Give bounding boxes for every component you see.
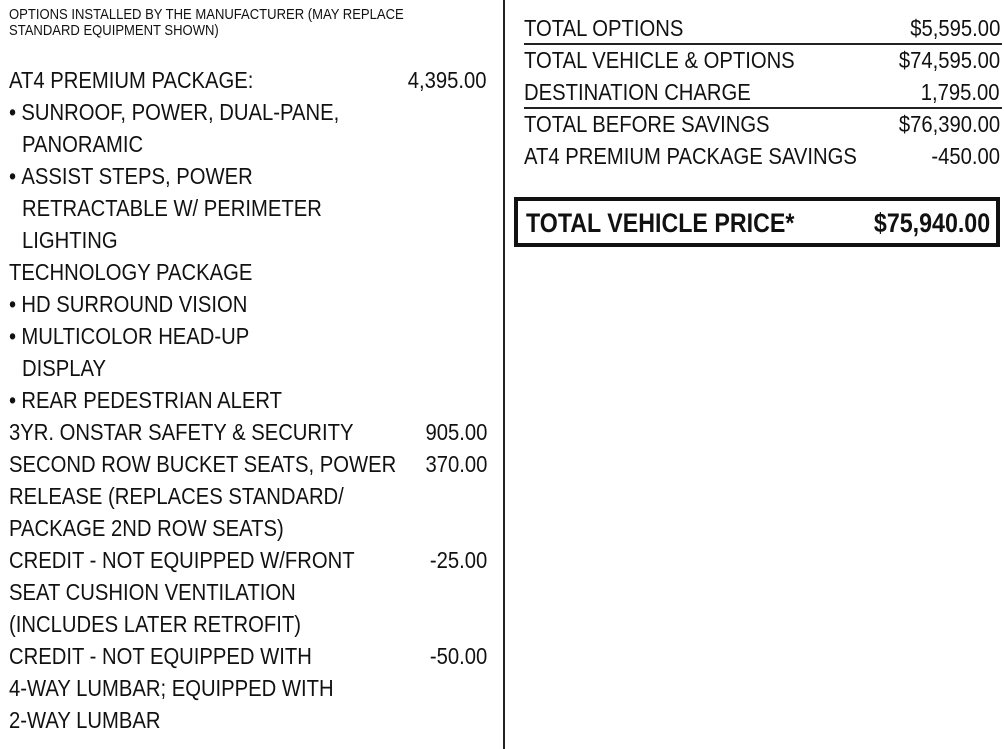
option-text: RETRACTABLE W/ PERIMETER <box>22 195 322 221</box>
total-price-label: TOTAL VEHICLE PRICE* <box>526 208 795 238</box>
summary-row-package-savings <box>524 140 1000 172</box>
option-line <box>9 352 489 384</box>
option-line <box>9 192 489 224</box>
summary-amount: $76,390.00 <box>898 111 1000 137</box>
option-line <box>9 64 489 96</box>
option-line <box>9 544 489 576</box>
option-line <box>9 320 489 352</box>
option-line <box>9 384 489 416</box>
summary-amount: $74,595.00 <box>898 47 1000 73</box>
summary-label: TOTAL OPTIONS <box>524 15 684 41</box>
option-text: • REAR PEDESTRIAN ALERT <box>9 384 282 416</box>
summary-amount: 1,795.00 <box>921 79 1000 105</box>
option-amount: -25.00 <box>429 547 487 573</box>
summary-label: TOTAL VEHICLE & OPTIONS <box>524 47 795 73</box>
option-line <box>9 416 489 448</box>
option-amount: 4,395.00 <box>408 67 487 93</box>
option-text: SEAT CUSHION VENTILATION <box>9 579 296 605</box>
summary-row-total-vehicle-options <box>524 44 1000 76</box>
option-line <box>9 96 489 128</box>
option-line <box>9 128 489 160</box>
option-amount: 370.00 <box>425 451 487 477</box>
option-text: CREDIT - NOT EQUIPPED W/FRONT <box>9 547 355 573</box>
summary-label: TOTAL BEFORE SAVINGS <box>524 111 770 137</box>
option-line <box>9 288 489 320</box>
option-text: SECOND ROW BUCKET SEATS, POWER <box>9 451 397 477</box>
option-text: LIGHTING <box>22 227 118 253</box>
total-vehicle-price-box <box>514 197 1000 247</box>
option-line <box>9 448 489 480</box>
option-line <box>9 224 489 256</box>
option-line <box>9 576 489 608</box>
option-text: • ASSIST STEPS, POWER <box>9 160 253 192</box>
option-text: PACKAGE 2ND ROW SEATS) <box>9 515 284 541</box>
option-line <box>9 672 489 704</box>
option-line <box>9 608 489 640</box>
option-amount: 905.00 <box>425 419 487 445</box>
option-text: CREDIT - NOT EQUIPPED WITH <box>9 643 312 669</box>
option-text: PANORAMIC <box>22 131 144 157</box>
option-text: TECHNOLOGY PACKAGE <box>9 259 253 285</box>
option-text: • HD SURROUND VISION <box>9 288 247 320</box>
option-text: AT4 PREMIUM PACKAGE: <box>9 67 254 93</box>
option-line <box>9 640 489 672</box>
option-text: RELEASE (REPLACES STANDARD/ <box>9 483 344 509</box>
summary-row-destination-charge <box>524 76 1000 108</box>
summary-amount: $5,595.00 <box>909 15 1000 41</box>
option-text: 2-WAY LUMBAR <box>9 707 161 733</box>
price-summary-column <box>506 0 1004 749</box>
options-header: OPTIONS INSTALLED BY THE MANUFACTURER (MAY REPLACE STANDARD EQUIPMENT SHOWN) <box>9 7 404 39</box>
option-line <box>9 256 489 288</box>
option-text: • SUNROOF, POWER, DUAL-PANE, <box>9 96 339 128</box>
option-text: DISPLAY <box>22 355 106 381</box>
option-line <box>9 160 489 192</box>
total-price-amount: $75,940.00 <box>873 208 990 238</box>
option-line <box>9 480 489 512</box>
option-amount: -50.00 <box>429 643 487 669</box>
option-line <box>9 704 489 736</box>
summary-label: AT4 PREMIUM PACKAGE SAVINGS <box>524 143 857 169</box>
option-text: 3YR. ONSTAR SAFETY & SECURITY <box>9 419 354 445</box>
summary-row-total-before-savings <box>524 108 1000 140</box>
option-text: (INCLUDES LATER RETROFIT) <box>9 611 302 637</box>
option-text: • MULTICOLOR HEAD-UP <box>9 320 249 352</box>
summary-row-total-options <box>524 12 1000 44</box>
summary-label: DESTINATION CHARGE <box>524 79 751 105</box>
summary-amount: -450.00 <box>931 143 1000 169</box>
option-text: 4-WAY LUMBAR; EQUIPPED WITH <box>9 675 334 701</box>
option-line <box>9 512 489 544</box>
